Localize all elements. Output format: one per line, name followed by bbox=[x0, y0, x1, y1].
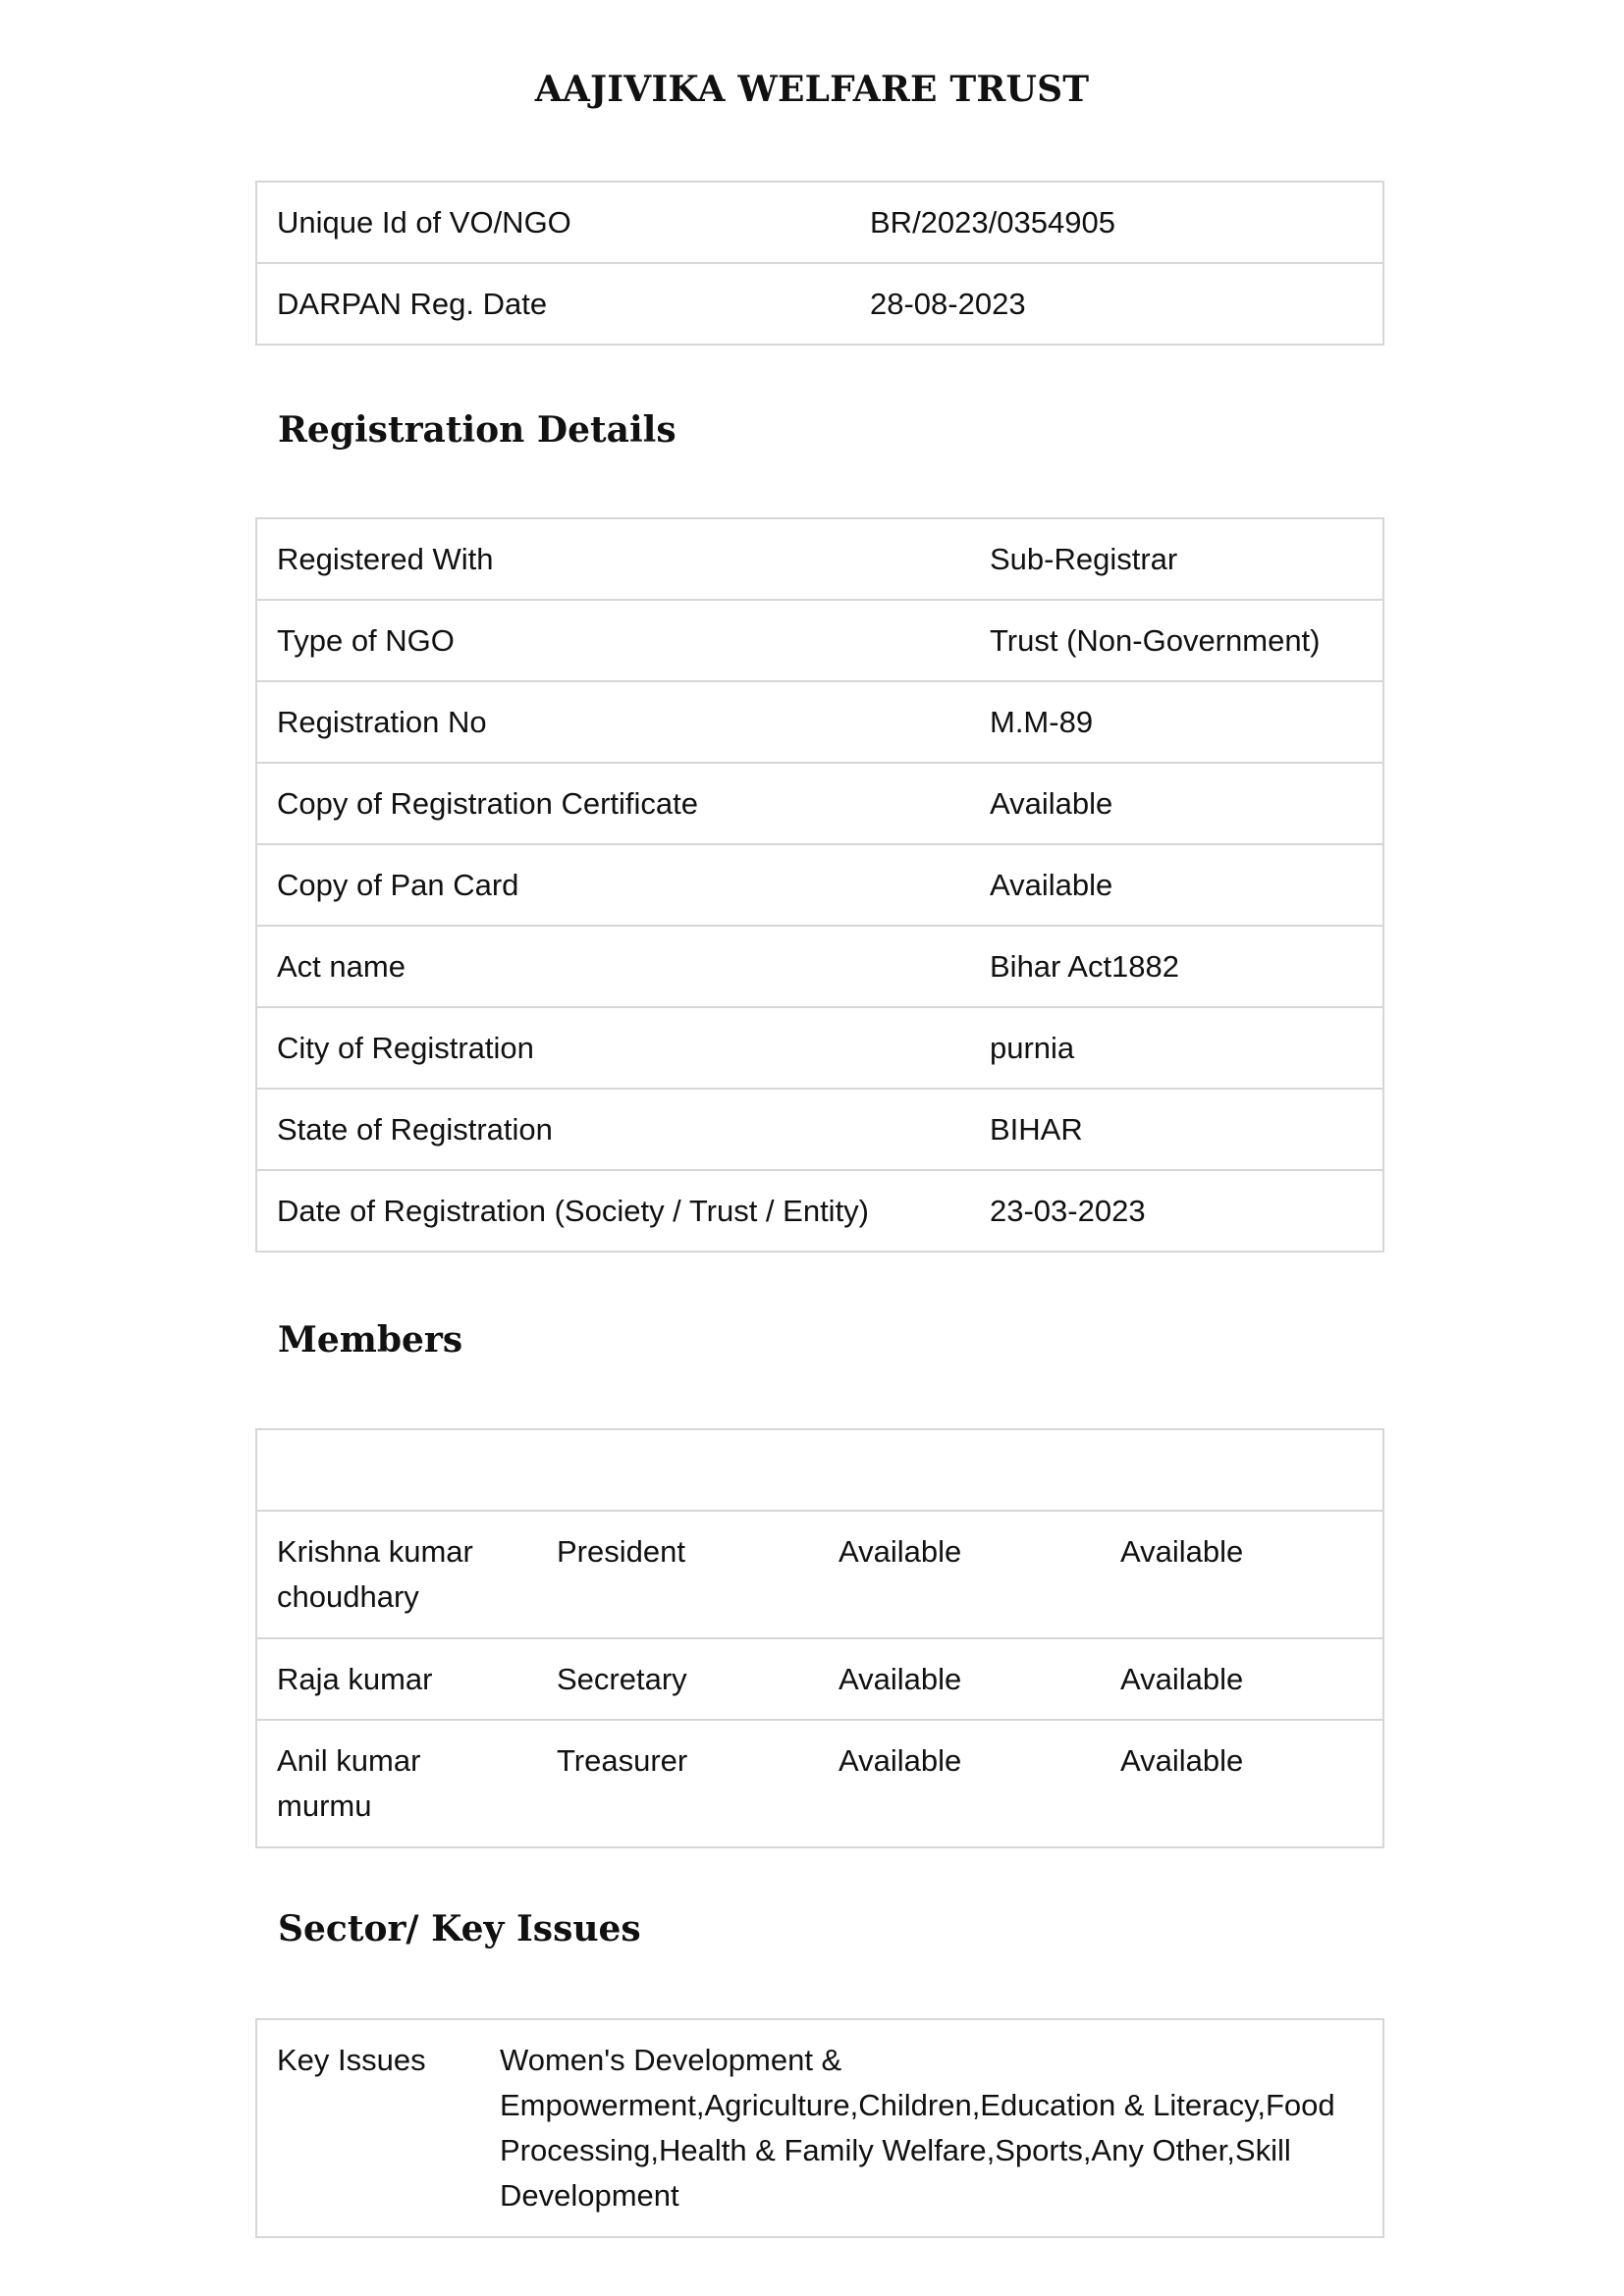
table-row bbox=[256, 681, 1383, 763]
row-value: Available bbox=[970, 844, 1383, 926]
table-row bbox=[256, 844, 1383, 926]
table-row bbox=[256, 1170, 1383, 1252]
row-value: M.M-89 bbox=[970, 681, 1383, 763]
member-name: Krishna kumar choudhary bbox=[256, 1511, 537, 1638]
row-value: Available bbox=[970, 763, 1383, 844]
page-title: AAJIVIKA WELFARE TRUST bbox=[534, 69, 1090, 110]
table-row bbox=[256, 1089, 1383, 1170]
unique-id-value: BR/2023/0354905 bbox=[850, 182, 1383, 263]
registration-details-heading: Registration Details bbox=[278, 409, 677, 451]
table-row bbox=[256, 518, 1383, 600]
key-issues-table bbox=[255, 2018, 1384, 2238]
member-doc-status: Available bbox=[819, 1511, 1101, 1638]
members-table bbox=[255, 1428, 1384, 1848]
member-name: Anil kumar murmu bbox=[256, 1720, 537, 1847]
row-label: Registered With bbox=[256, 518, 970, 600]
member-doc-status: Available bbox=[819, 1638, 1101, 1720]
ngo-id-table bbox=[255, 181, 1384, 346]
table-row bbox=[256, 926, 1383, 1007]
row-label: Type of NGO bbox=[256, 600, 970, 681]
key-issues-label: Key Issues bbox=[256, 2019, 480, 2237]
row-value: 23-03-2023 bbox=[970, 1170, 1383, 1252]
table-row bbox=[256, 182, 1383, 263]
table-row bbox=[256, 600, 1383, 681]
row-label: Copy of Registration Certificate bbox=[256, 763, 970, 844]
member-doc-status: Available bbox=[1101, 1638, 1383, 1720]
row-label: Act name bbox=[256, 926, 970, 1007]
member-role: Secretary bbox=[537, 1638, 819, 1720]
member-doc-status: Available bbox=[819, 1720, 1101, 1847]
row-value: purnia bbox=[970, 1007, 1383, 1089]
darpan-date-value: 28-08-2023 bbox=[850, 263, 1383, 345]
table-row bbox=[256, 1511, 1383, 1638]
row-value: Bihar Act1882 bbox=[970, 926, 1383, 1007]
table-row bbox=[256, 1007, 1383, 1089]
member-doc-status: Available bbox=[1101, 1720, 1383, 1847]
member-doc-status: Available bbox=[1101, 1511, 1383, 1638]
row-value: Trust (Non-Government) bbox=[970, 600, 1383, 681]
table-row bbox=[256, 2019, 1383, 2237]
empty-header-cell bbox=[256, 1429, 1383, 1511]
members-heading: Members bbox=[278, 1319, 463, 1361]
row-label: Registration No bbox=[256, 681, 970, 763]
row-value: Sub-Registrar bbox=[970, 518, 1383, 600]
member-name: Raja kumar bbox=[256, 1638, 537, 1720]
row-label: City of Registration bbox=[256, 1007, 970, 1089]
table-row bbox=[256, 763, 1383, 844]
row-label: Date of Registration (Society / Trust / Entity) bbox=[256, 1170, 970, 1252]
darpan-date-label: DARPAN Reg. Date bbox=[256, 263, 850, 345]
row-label: State of Registration bbox=[256, 1089, 970, 1170]
member-role: President bbox=[537, 1511, 819, 1638]
table-row bbox=[256, 263, 1383, 345]
table-row bbox=[256, 1720, 1383, 1847]
registration-details-table bbox=[255, 517, 1384, 1253]
member-role: Treasurer bbox=[537, 1720, 819, 1847]
key-issues-value: Women's Development & Empowerment,Agriculture,Children,Education & Literacy,Food Processing,Health & Family Welfare,Sports,Any Other,Skill Development bbox=[480, 2019, 1383, 2237]
row-value: BIHAR bbox=[970, 1089, 1383, 1170]
sector-heading: Sector/ Key Issues bbox=[278, 1908, 641, 1949]
unique-id-label: Unique Id of VO/NGO bbox=[256, 182, 850, 263]
table-row bbox=[256, 1638, 1383, 1720]
row-label: Copy of Pan Card bbox=[256, 844, 970, 926]
members-header-row bbox=[256, 1429, 1383, 1511]
